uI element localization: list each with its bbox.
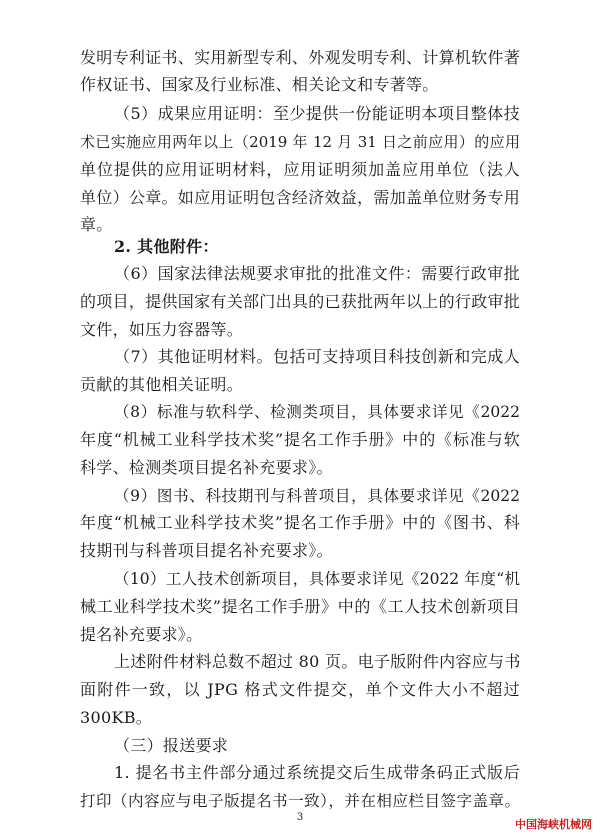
text-line: 年度“机械工业科学技术奖”提名工作手册》中的《标准与软: [80, 430, 520, 449]
text-line: 单位提供的应用证明材料，应用证明须加盖应用单位（法人: [80, 160, 520, 179]
section-heading: 2. 其他附件：: [114, 237, 219, 256]
text-line: 章。: [80, 215, 113, 234]
text-line: 术已实施应用两年以上（2019 年 12 月 31 日之前应用）的应用: [80, 133, 520, 151]
text-line: （5）成果应用证明：至少提供一份能证明本项目整体技: [114, 104, 520, 123]
text-line: （6）国家法律法规要求审批的批准文件：需要行政审批: [114, 264, 520, 283]
text-line: 的项目，提供国家有关部门出具的已获批两年以上的行政审批: [80, 292, 521, 311]
text-line: 面附件一致，以 JPG 格式文件提交，单个文件大小不超过: [80, 680, 520, 699]
text-line: （9）图书、科技期刊与科普项目，具体要求详见《2022: [114, 487, 520, 505]
text-line: 械工业科学技术奖”提名工作手册》中的《工人技术创新项目: [80, 597, 520, 616]
text-line: 上述附件材料总数不超过 80 页。电子版附件内容应与书: [114, 652, 521, 671]
text-line: 单位）公章。如应用证明包含经济效益，需加盖单位财务专用: [80, 188, 521, 207]
site-watermark: 中国海峡机械网: [515, 818, 592, 831]
text-line: 科学、检测类项目提名补充要求》。: [80, 458, 333, 477]
text-line: （10）工人技术创新项目，具体要求详见《2022 年度“机: [114, 570, 520, 588]
text-line: 打印（内容应与电子版提名书一致），并在相应栏目签字盖章。: [80, 792, 520, 810]
text-line: 文件，如压力容器等。: [80, 320, 244, 339]
text-line: 技期刊与科普项目提名补充要求》。: [80, 541, 333, 560]
text-line: 贡献的其他相关证明。: [80, 375, 244, 394]
text-line: 300KB。: [80, 708, 153, 727]
text-line: 提名补充要求》。: [80, 625, 203, 644]
text-line: 1. 提名书主件部分通过系统提交后生成带条码正式版后: [114, 763, 520, 782]
text-line: （7）其他证明材料。包括可支持项目科技创新和完成人: [114, 347, 520, 366]
text-line: 年度“机械工业科学技术奖”提名工作手册》中的《图书、科: [80, 513, 520, 532]
text-line: 发明专利证书、实用新型专利、外观发明专利、计算机软件著: [80, 48, 521, 67]
text-line: （8）标准与软科学、检测类项目，具体要求详见《2022: [114, 403, 520, 421]
section-heading: （三）报送要求: [114, 736, 229, 755]
page-number: 3: [296, 812, 304, 823]
text-line: 作权证书、国家及行业标准、相关论文和专著等。: [80, 75, 439, 94]
